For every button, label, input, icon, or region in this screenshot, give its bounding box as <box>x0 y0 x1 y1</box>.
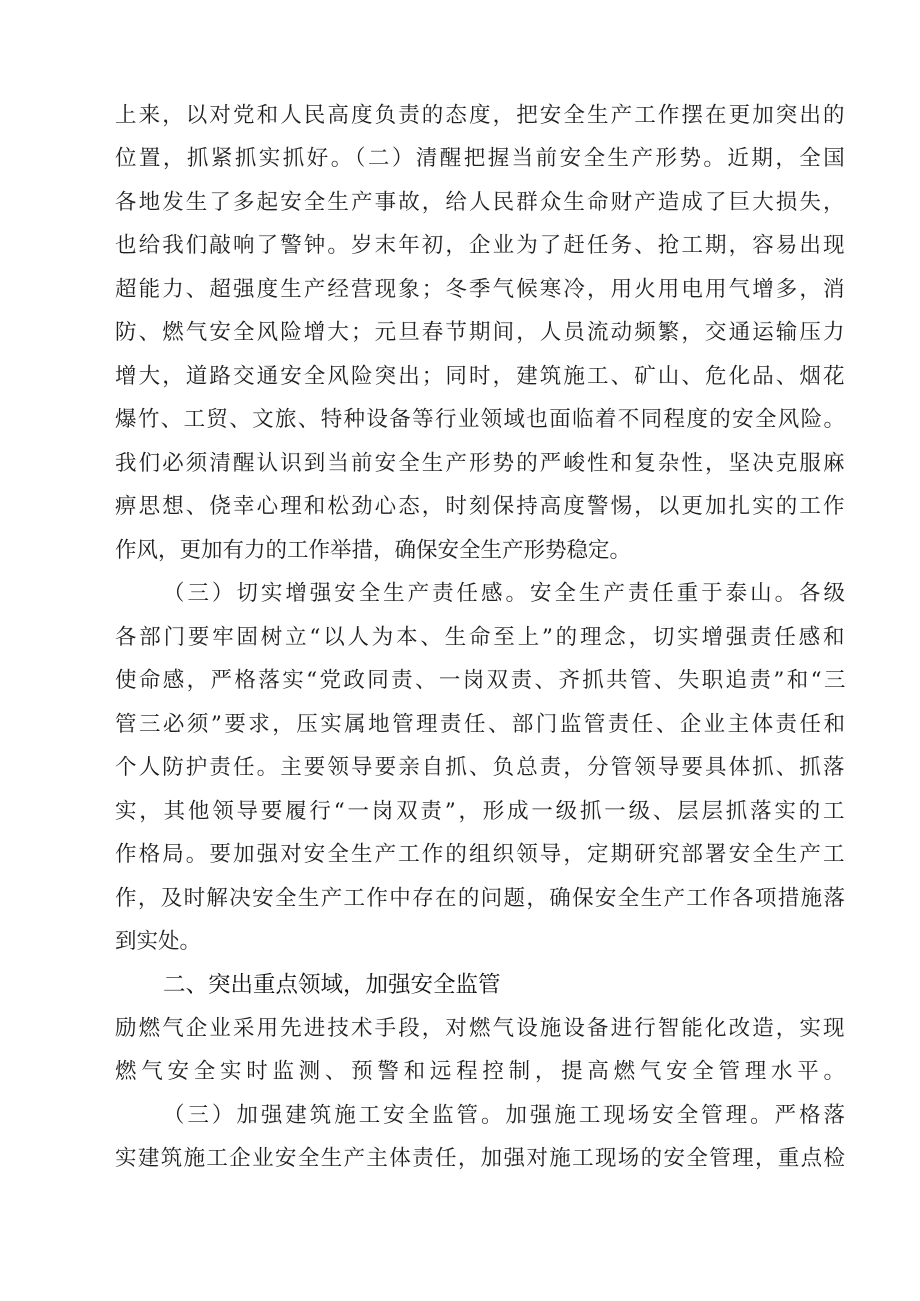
text-line: 痹思想、侥幸心理和松劲心态，时刻保持高度警惕，以更加扎实的工作 <box>115 494 847 519</box>
text-line: 增大，道路交通安全风险突出；同时，建筑施工、矿山、危化品、烟花 <box>115 364 847 389</box>
text-line: 励燃气企业采用先进技术手段，对燃气设施设备进行智能化改造，实现 <box>115 1016 847 1041</box>
text-line: 管三必须”要求，压实属地管理责任、部门监管责任、企业主体责任和 <box>115 712 848 737</box>
text-line: 作，及时解决安全生产工作中存在的问题，确保安全生产工作各项措施落 <box>115 886 847 911</box>
text-line: 作风，更加有力的工作举措，确保安全生产形势稳定。 <box>115 538 632 563</box>
text-line: （三）加强建筑施工安全监管。加强施工现场安全管理。严格落 <box>163 1103 848 1128</box>
text-line: 燃气安全实时监测、预警和远程控制，提高燃气安全管理水平。 <box>115 1059 850 1084</box>
text-line: 实，其他领导要履行“一岗双责”，形成一级抓一级、层层抓落实的工 <box>115 799 848 824</box>
text-line: 上来，以对党和人民高度负责的态度，把安全生产工作摆在更加突出的 <box>115 103 847 128</box>
text-line: 使命感，严格落实“党政同责、一岗双责、齐抓共管、失职追责”和“三 <box>115 668 848 693</box>
text-line: 到实处。 <box>115 929 202 954</box>
text-line: 也给我们敲响了警钟。岁末年初，企业为了赶任务、抢工期，容易出现 <box>115 233 847 258</box>
text-line: （三）切实增强安全生产责任感。安全生产责任重于泰山。各级 <box>163 581 848 606</box>
text-line: 各地发生了多起安全生产事故，给人民群众生命财产造成了巨大损失， <box>115 190 847 215</box>
text-line: 位置，抓紧抓实抓好。（二）清醒把握当前安全生产形势。近期，全国 <box>115 146 848 171</box>
text-line: 防、燃气安全风险增大；元旦春节期间，人员流动频繁，交通运输压力 <box>115 320 847 345</box>
text-line: 个人防护责任。主要领导要亲自抓、负总责，分管领导要具体抓、抓落 <box>115 755 847 780</box>
text-line: 各部门要牢固树立“以人为本、生命至上”的理念，切实增强责任感和 <box>115 625 848 650</box>
text-line: 作格局。要加强对安全生产工作的组织领导，定期研究部署安全生产工 <box>115 842 847 867</box>
text-line: 实建筑施工企业安全生产主体责任，加强对施工现场的安全管理，重点检 <box>115 1146 847 1171</box>
text-line: 超能力、超强度生产经营现象；冬季气候寒冷，用火用电用气增多，消 <box>115 277 847 302</box>
text-line: 爆竹、工贸、文旅、特种设备等行业领域也面临着不同程度的安全风险。 <box>115 407 847 432</box>
section-heading: 二、突出重点领域，加强安全监管 <box>163 972 501 998</box>
text-line: 我们必须清醒认识到当前安全生产形势的严峻性和复杂性，坚决克服麻 <box>115 451 847 476</box>
